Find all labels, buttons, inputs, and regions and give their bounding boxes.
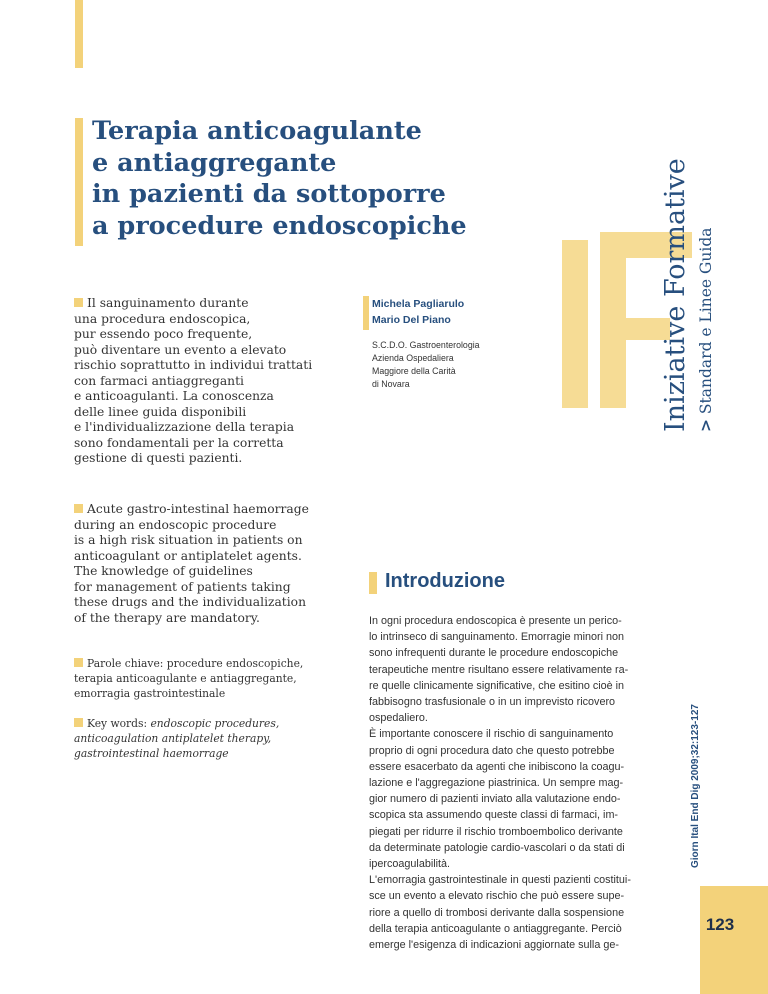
authors <box>372 296 464 328</box>
body-line: lazione e l'aggregazione piastrinica. Un sempre mag- <box>369 777 624 790</box>
body-line: della terapia anticoagulante o antiaggregante. Perciò <box>369 922 622 935</box>
abstract-line: Il sanguinamento durante <box>74 296 349 312</box>
page-number-block <box>700 886 768 994</box>
keywords-line: Parole chiave: procedure endoscopiche, <box>74 656 349 671</box>
top-accent-bar <box>75 0 83 68</box>
body-line: piegati per ridurre il rischio tromboembolico derivante <box>369 825 623 838</box>
section-sublabel-row <box>696 227 715 432</box>
abstract-line: con farmaci antiaggreganti <box>74 373 244 388</box>
abstract-line: sono fondamentali per la corretta <box>74 435 284 450</box>
body-line: gior numero di pazienti inviato alla valutazione endo- <box>369 793 621 806</box>
abstract-line: these drugs and the individualization <box>74 595 307 609</box>
intro-heading: Introduzione <box>385 570 505 592</box>
abstract-line: anticoagulant or antiplatelet agents. <box>74 548 302 563</box>
abstract-line: Acute gastro-intestinal haemorrage <box>74 502 349 518</box>
affiliation-line: Azienda Ospedaliera <box>372 353 454 363</box>
abstract-line: e l'individualizzazione della terapia <box>74 420 295 434</box>
intro-accent-bar <box>369 572 377 594</box>
body-line: fabbisogno trasfusionale o in un imprevisto ricovero <box>369 696 616 709</box>
keywords-label: Parole chiave: <box>87 657 164 670</box>
body-line: da determinate patologie cardio-vascolari o da stati di <box>369 841 625 854</box>
section-sublabel: Standard e Linee Guida <box>697 227 715 415</box>
body-line: proprio di ogni procedura dato che questo potrebbe <box>369 744 615 757</box>
keywords-line: emorragia gastrointestinale <box>74 687 226 700</box>
body-line: In ogni procedura endoscopica è presente un perico- <box>369 615 622 627</box>
affiliation-line: Maggiore della Carità <box>372 366 456 376</box>
abstract-italian <box>74 296 349 467</box>
body-line: L'emorragia gastrointestinale in questi pazienti costitui- <box>369 874 631 887</box>
body-line: sono infrequenti durante le procedure endoscopiche <box>369 647 619 660</box>
title-line: Terapia anticoagulante <box>92 116 422 146</box>
body-line: ipercoagulabilità. <box>369 858 451 871</box>
body-line: essere esacerbato da agenti che inibiscono la coagu- <box>369 760 625 773</box>
body-line: scopica sta assumendo queste classi di farmaci, im- <box>369 809 619 822</box>
affiliation-line: S.C.D.O. Gastroenterologia <box>372 340 480 350</box>
keywords-line: anticoagulation antiplatelet therapy, <box>74 732 272 745</box>
section-label: Iniziative Formative <box>660 158 691 432</box>
keywords-italian <box>74 656 349 701</box>
abstract-line: una procedura endoscopica, <box>74 311 251 326</box>
body-line: lo intrinseco di sanguinamento. Emorragie minori non <box>369 631 625 644</box>
keywords-label: Key words: <box>87 717 148 730</box>
title-line: e antiaggregante <box>92 147 337 178</box>
abstract-line: The knowledge of guidelines <box>74 564 253 578</box>
keywords-line: terapia anticoagulante e antiaggregante, <box>74 672 297 685</box>
body-line: emerge l'esigenza di indicazioni aggiornate sulla ge- <box>369 939 619 952</box>
abstract-english <box>74 502 349 626</box>
abstract-line: for management of patients taking <box>74 579 291 594</box>
abstract-line: può diventare un evento a elevato <box>74 342 287 357</box>
square-bullet-icon <box>74 298 83 307</box>
square-bullet-icon <box>74 718 83 727</box>
abstract-line: pur essendo poco frequente, <box>74 327 253 341</box>
title-line: a procedure endoscopiche <box>92 210 467 241</box>
author-name: Michela Pagliarulo <box>372 298 465 310</box>
decorative-letter-i <box>562 240 588 408</box>
keywords-line: gastrointestinal haemorrage <box>74 747 229 760</box>
author-name: Mario Del Piano <box>372 314 451 326</box>
affiliation-line: di Novara <box>372 379 410 389</box>
abstract-line: delle linee guida disponibili <box>74 404 247 419</box>
body-line: riore a quello di trombosi derivante dalla sospensione <box>369 906 625 919</box>
abstract-line: of the therapy are mandatory. <box>74 610 260 625</box>
page-number: 123 <box>705 915 735 934</box>
body-line: terapeutiche mentre risultano essere relativamente ra- <box>369 663 629 676</box>
square-bullet-icon <box>74 658 83 667</box>
affiliation <box>372 339 480 391</box>
body-line: ospedaliero. <box>369 712 428 725</box>
square-bullet-icon <box>74 504 83 513</box>
abstract-line: rischio soprattutto in individui trattati <box>74 358 313 372</box>
keywords-english <box>74 716 349 761</box>
keywords-line: Key words: endoscopic procedures, <box>74 716 349 731</box>
journal-reference: Giorn Ital End Dig 2009;32:123-127 <box>690 704 701 868</box>
abstract-line: during an endoscopic procedure <box>74 517 277 532</box>
abstract-line: is a high risk situation in patients on <box>74 533 303 547</box>
body-line: re quelle clinicamente significative, che esitino cioè in <box>369 679 625 692</box>
title-line: in pazienti da sottoporre <box>92 179 446 209</box>
body-line: sce un evento a elevato rischio che può essere supe- <box>369 890 625 903</box>
article-title <box>92 116 572 242</box>
authors-accent-bar <box>363 296 369 330</box>
title-accent-bar <box>75 118 83 246</box>
body-line: È importante conoscere il rischio di sanguinamento <box>369 728 614 741</box>
abstract-line: gestione di questi pazienti. <box>74 451 243 465</box>
intro-body <box>369 613 655 953</box>
arrow-icon: > <box>696 419 715 432</box>
abstract-line: e anticoagulanti. La conoscenza <box>74 389 274 403</box>
